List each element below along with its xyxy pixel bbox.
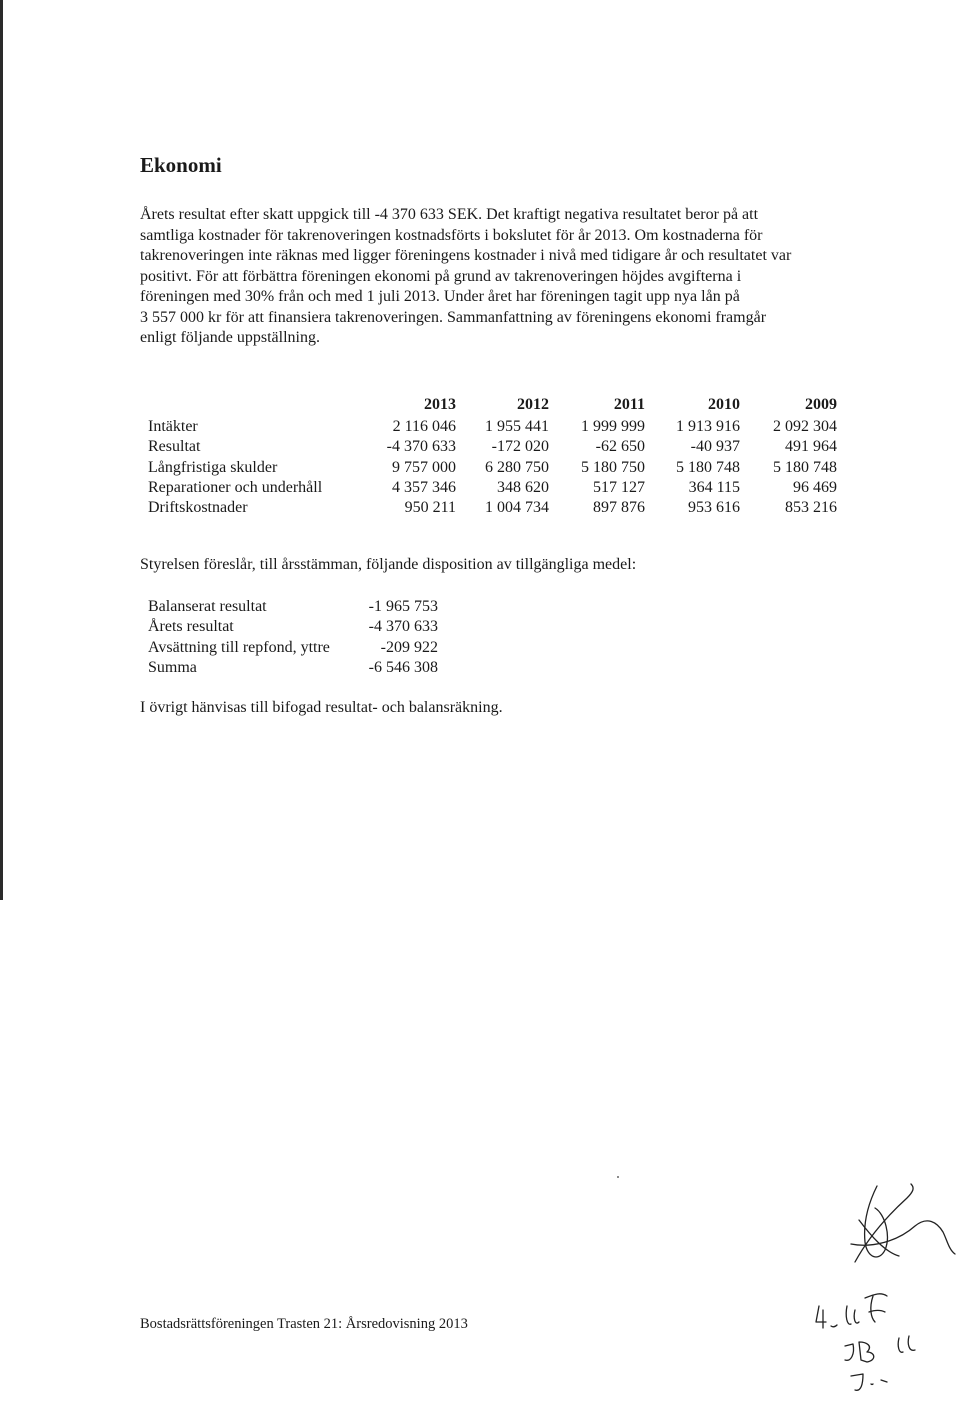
table-row: [148, 638, 438, 658]
table-cell: -172 020: [491, 438, 549, 456]
table-cell: 5 180 748: [676, 458, 740, 476]
header-empty-cell: [148, 393, 364, 417]
disposition-proposal-text: Styrelsen föreslår, till årsstämman, följande disposition av tillgängliga medel:: [140, 556, 637, 573]
intro-line: föreningen med 30% från och med 1 juli 2013. Under året har föreningen tagit upp nya lån på: [140, 288, 740, 305]
row-label: Reparationer och underhåll: [148, 478, 323, 496]
intro-line: Årets resultat efter skatt uppgick till -4 370 633 SEK. Det kraftigt negativa resultatet beror på att: [140, 206, 759, 223]
year-header: 2011: [613, 396, 645, 413]
intro-line: takrenoveringen inte räknas med ligger föreningens kostnader i nivå med tidigare år och resultatet var: [140, 247, 792, 264]
intro-line: enligt följande uppställning.: [140, 329, 320, 346]
table-cell: 5 180 750: [581, 458, 645, 476]
table-cell: 1 913 916: [676, 418, 740, 435]
table-cell: 96 469: [793, 478, 837, 496]
table-cell: -4 370 633: [368, 618, 438, 636]
table-cell: 953 616: [688, 499, 740, 517]
row-label: Resultat: [148, 438, 201, 456]
table-row: [148, 617, 438, 637]
row-label: Avsättning till repfond, yttre: [148, 638, 330, 656]
table-cell: 897 876: [593, 499, 645, 517]
row-label: Balanserat resultat: [148, 598, 267, 615]
table-cell: -40 937: [690, 438, 740, 456]
table-row: [148, 498, 837, 518]
intro-paragraph: [140, 205, 840, 349]
scan-speck: [617, 1176, 619, 1178]
table-cell: 1 955 441: [485, 418, 549, 435]
table-cell: -1 965 753: [368, 598, 438, 615]
table-cell: 9 757 000: [392, 458, 456, 476]
table-cell: 2 092 304: [773, 418, 837, 435]
table-row: [148, 658, 438, 678]
table-cell: 491 964: [785, 438, 837, 456]
table-cell: 364 115: [688, 478, 740, 496]
table-cell: -62 650: [595, 438, 645, 456]
year-header: 2009: [805, 396, 837, 413]
page-footer: Bostadsrättsföreningen Trasten 21: Årsredovisning 2013: [140, 1316, 468, 1332]
intro-line: 3 557 000 kr för att finansiera takrenoveringen. Sammanfattning av föreningens ekonomi framgår: [140, 308, 767, 326]
handwritten-signature: [815, 1170, 960, 1401]
table-row: [148, 597, 438, 617]
page-heading: Ekonomi: [140, 153, 222, 177]
table-row: [148, 458, 837, 478]
table-cell: 5 180 748: [773, 458, 837, 476]
scan-edge-mark: [0, 0, 3, 900]
row-label: Långfristiga skulder: [148, 458, 278, 476]
table-row: [148, 478, 837, 498]
row-label: Driftskostnader: [148, 499, 248, 517]
table-row: [148, 417, 837, 437]
year-header: 2010: [708, 396, 740, 413]
table-cell: -4 370 633: [386, 438, 456, 456]
table-cell: 4 357 346: [392, 478, 456, 496]
table-cell: 1 999 999: [581, 418, 645, 435]
table-cell: 6 280 750: [485, 458, 549, 476]
table-cell: -209 922: [380, 638, 438, 656]
row-label: Årets resultat: [148, 618, 234, 636]
table-cell: 950 211: [404, 499, 456, 517]
closing-note: I övrigt hänvisas till bifogad resultat- och balansräkning.: [140, 699, 503, 716]
table-row: [148, 437, 837, 457]
disposition-table: [148, 597, 438, 678]
table-cell: 1 004 734: [485, 499, 549, 517]
table-header-row: [148, 393, 837, 417]
table-cell: 348 620: [497, 478, 549, 496]
row-label: Intäkter: [148, 418, 198, 435]
table-cell: 2 116 046: [392, 418, 456, 435]
year-header: 2013: [424, 396, 456, 413]
row-label: Summa: [148, 658, 197, 676]
table-cell: 517 127: [593, 478, 645, 496]
intro-line: samtliga kostnader för takrenoveringen kostnadsförts i bokslutet för år 2013. Om kostnaderna för: [140, 226, 763, 244]
year-header: 2012: [517, 396, 549, 413]
intro-line: positivt. För att förbättra föreningen ekonomi på grund av takrenoveringen höjdes avgifterna i: [140, 267, 742, 285]
financial-summary-table: [148, 393, 837, 518]
table-cell: 853 216: [785, 499, 837, 517]
table-cell: -6 546 308: [368, 658, 438, 676]
